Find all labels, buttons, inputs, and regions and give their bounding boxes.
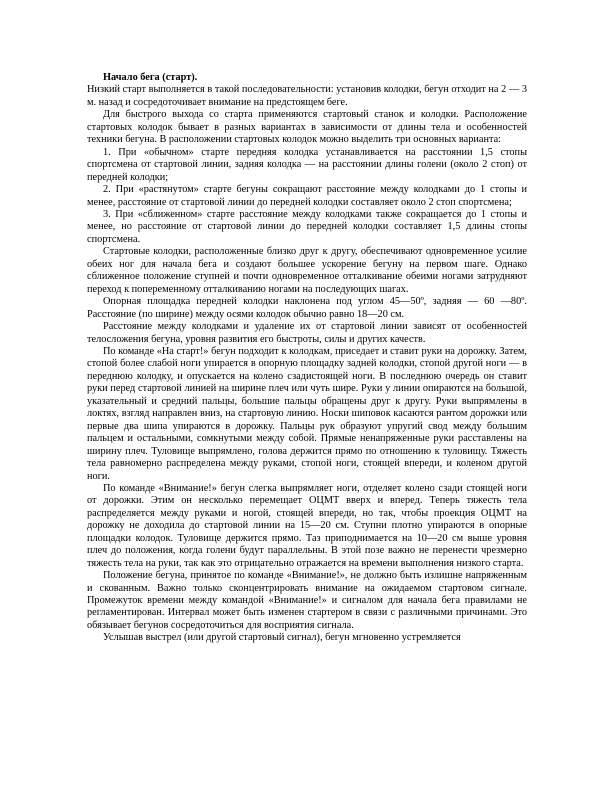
paragraph-close-start: 3. При «сближенном» старте расстояние между колодками также сокращается до 1 стопы и менее, но расстояние от стартовой линии до передней колодки составляет 1,5 длины стопы спортсмена.: [87, 208, 527, 245]
paragraph-set-command: По команде «Внимание!» бегун слегка выпрямляет ноги, отделяет колено сзади стоящей ноги от дорожки. Этим он несколько перемещает ОЦМТ вверх и вперед. Теперь тяжесть тела распределяется между руками и ногой, стоящей впереди, но так, чтобы проекция ОЦМТ на дорожку не доходила до стартовой линии на 15—20 см. Ступни плотно упираются в опорные площадки колодок. Туловище держится прямо. Таз приподнимается на 10—20 см выше уровня плеч до положения, когда голени будут параллельны. В этой позе важно не перенести чрезмерно тяжесть тела на руки, так как это отрицательно отражается на времени выполнения низкого старта.: [87, 482, 527, 569]
document-title: Начало бега (старт).: [103, 72, 198, 83]
paragraph-close-blocks: Стартовые колодки, расположенные близко друг к другу, обеспечивают одновременное усилие обеих ног для начала бега и создают большее ускорение бегуну на первом шаге. Однако сближенное положение ступней и почти одновременное отталкивание обеими ногами затрудняют переход к попеременному отталкиванию ногами на последующих шагах.: [87, 246, 527, 295]
paragraph-block-angles: Опорная площадка передней колодки наклонена под углом 45—50º, задняя — 60 —80º. Расстояние (по ширине) между осями колодок обычно равно 18—20 см.: [87, 296, 527, 320]
document-page: [87, 72, 527, 645]
paragraph-runner-position: Положение бегуна, принятое по команде «Внимание!», не должно быть излишне напряженным и скованным. Важно только сконцентрировать внимание на ожидаемом стартовом сигнале. Промежуток времени между командой «Внимание!» и сигналом для начала бега правилами не регламентирован. Интервал может быть изменен стартером в связи с различными причинами. Это обязывает бегунов сосредоточиться для восприятия сигнала.: [87, 570, 527, 631]
paragraph-block-options: Для быстрого выхода со старта применяются стартовый станок и колодки. Расположение стартовых колодок бывает в разных вариантах в зависимости от длины тела и особенностей техники бегуна. В расположении стартовых колодок можно выделить три основных варианта:: [87, 109, 527, 146]
paragraph-ordinary-start: 1. При «обычном» старте передняя колодка устанавливается на расстоянии 1,5 стопы спортсмена от стартовой линии, задняя колодка — на расстоянии длины голени (около 2 стоп) от передней колодки;: [87, 146, 527, 183]
paragraph-start-signal: Услышав выстрел (или другой стартовый сигнал), бегун мгновенно устремляется: [103, 632, 461, 644]
paragraph-on-your-marks: По команде «На старт!» бегун подходит к колодкам, приседает и ставит руки на дорожку. Затем, стопой более слабой ноги упирается в опорную площадку задней колодки, стопой другой ноги — в переднюю колодку, и опускается на колено сзадистоящей ноги. В последнюю очередь он ставит руки перед стартовой линией на ширине плеч или чуть шире. Руки у линии опираются на большой, указательный и средний пальцы, большие пальцы обращены друг к другу. Руки выпрямлены в локтях, взгляд направлен вниз, на стартовую линию. Носки шиповок касаются рантом дорожки или первые два шипа упираются в дорожку. Пальцы рук образуют упругий свод между большим пальцем и остальными, сомкнутыми между собой. Прямые ненапряженные руки расставлены на ширину плеч. Туловище выпрямлено, голова держится прямо по отношению к туловищу. Тяжесть тела равномерно распределена между руками, стопой ноги, стоящей впереди, и коленом другой ноги.: [87, 345, 527, 482]
paragraph-block-distance: Расстояние между колодками и удаление их от стартовой линии зависят от особенностей телосложения бегуна, уровня развития его быстроты, силы и других качеств.: [87, 321, 527, 345]
paragraph-low-start: Низкий старт выполняется в такой последовательности: установив колодки, бегун отходит на 2 — 3 м. назад и сосредоточивает внимание на предстоящем беге.: [87, 84, 527, 108]
paragraph-stretched-start: 2. При «растянутом» старте бегуны сокращают расстояние между колодками до 1 стопы и менее, расстояние от стартовой линии до передней колодки составляет около 2 стоп спортсмена;: [87, 184, 527, 208]
